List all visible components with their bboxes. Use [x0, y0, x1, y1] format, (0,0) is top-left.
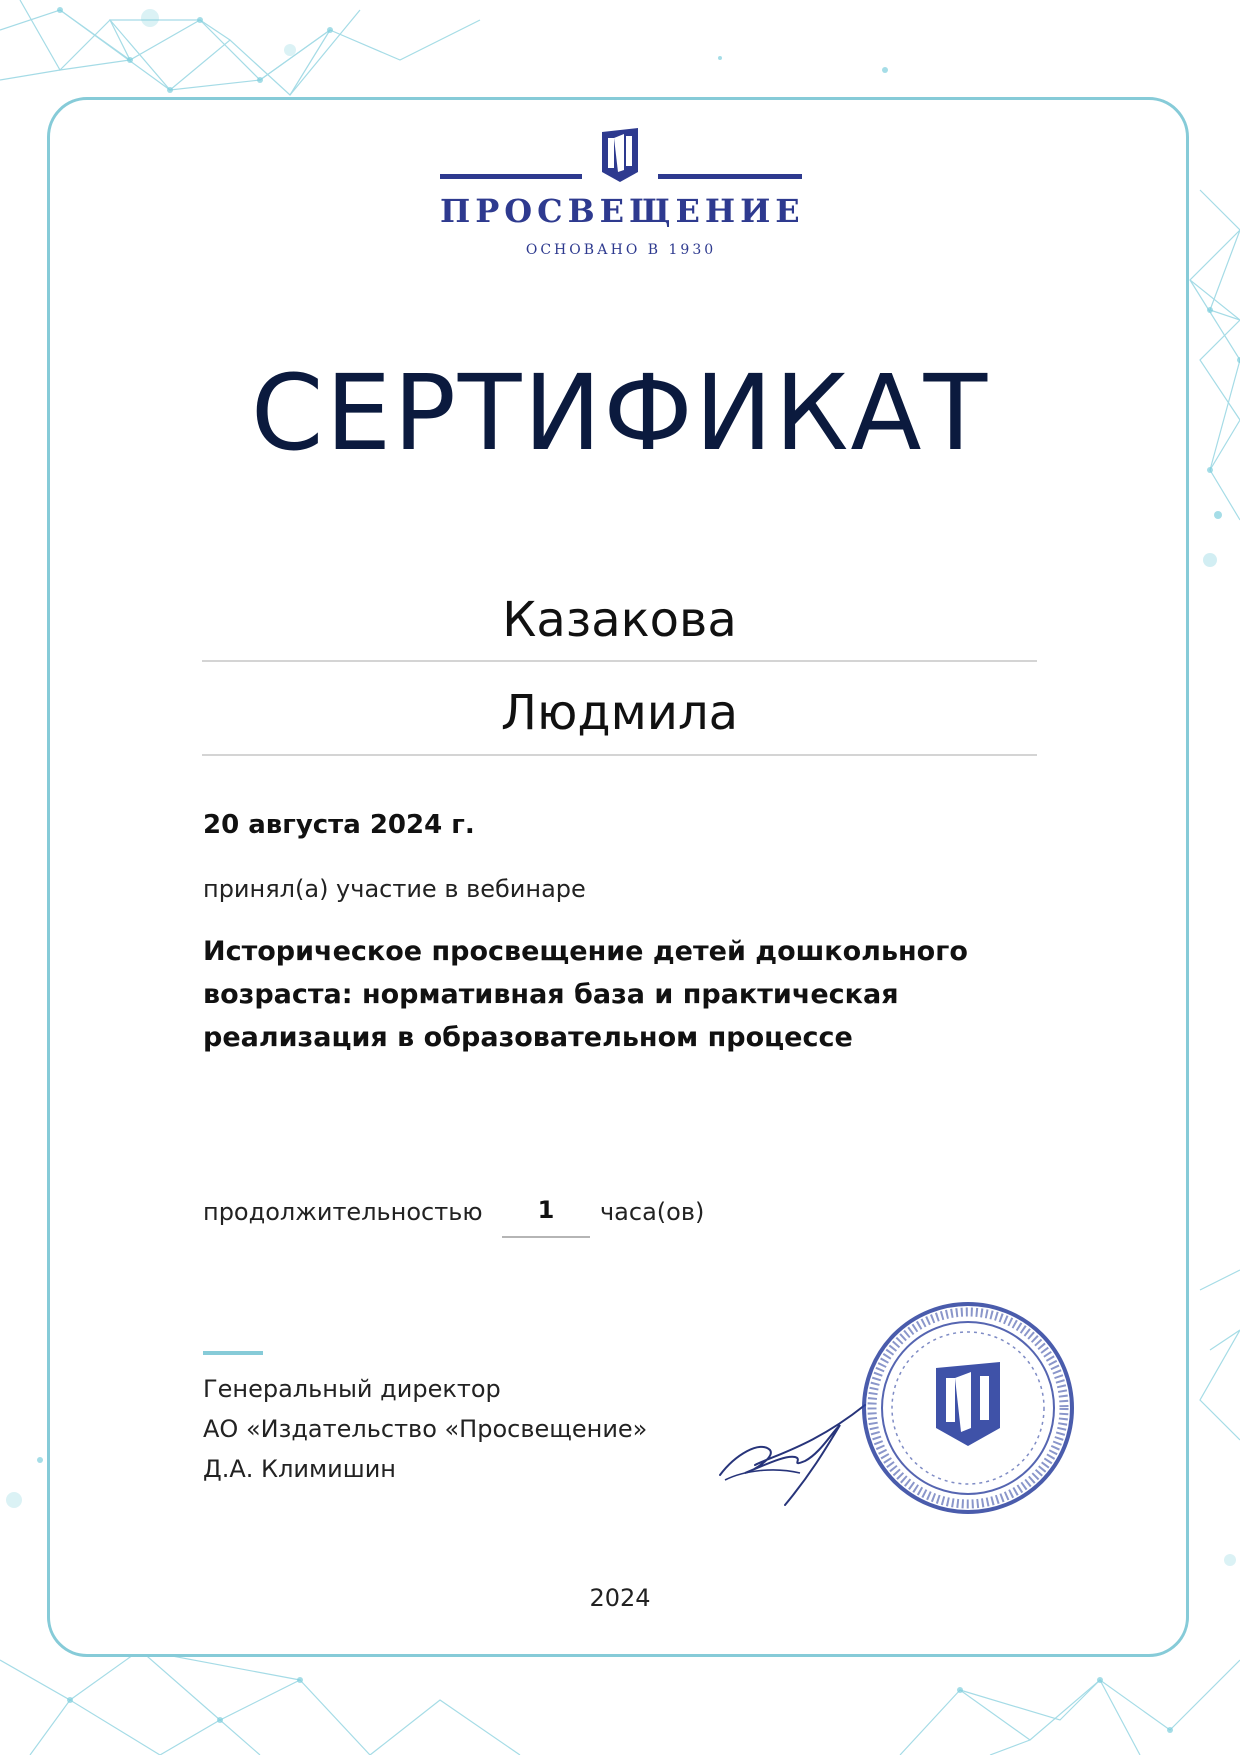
logo-line-left — [440, 174, 582, 179]
duration-label: продолжительностью — [203, 1198, 483, 1226]
signatory-name: Д.А. Климишин — [203, 1455, 396, 1483]
recipient-given-name: Людмила — [500, 685, 739, 741]
given-name-underline — [202, 754, 1037, 756]
logo-line-right — [658, 174, 802, 179]
prosveshchenie-logo — [440, 126, 805, 266]
surname-underline — [202, 660, 1037, 662]
duration-value: 1 — [502, 1196, 590, 1238]
logo-emblem-icon — [598, 126, 642, 184]
certificate-year: 2024 — [589, 1584, 651, 1612]
handwritten-signature — [715, 1395, 875, 1510]
participation-text: принял(а) участие в вебинаре — [203, 875, 586, 903]
signatory-organization: АО «Издательство «Просвещение» — [203, 1415, 648, 1443]
event-date: 20 августа 2024 г. — [203, 810, 475, 840]
signatory-position: Генеральный директор — [203, 1375, 501, 1403]
duration-unit: часа(ов) — [600, 1198, 705, 1226]
webinar-title: Историческое просвещение детей дошкольного возраста: нормативная база и практическая реализация в образовательном процессе — [203, 936, 968, 1053]
recipient-surname: Казакова — [502, 592, 737, 648]
brand-subtitle: ОСНОВАНО В 1930 — [525, 242, 717, 258]
official-stamp — [856, 1296, 1080, 1520]
certificate-title: СЕРТИФИКАТ — [250, 352, 990, 474]
signatory-accent-line — [203, 1351, 263, 1355]
brand-name: ПРОСВЕЩЕНИЕ — [440, 192, 805, 230]
